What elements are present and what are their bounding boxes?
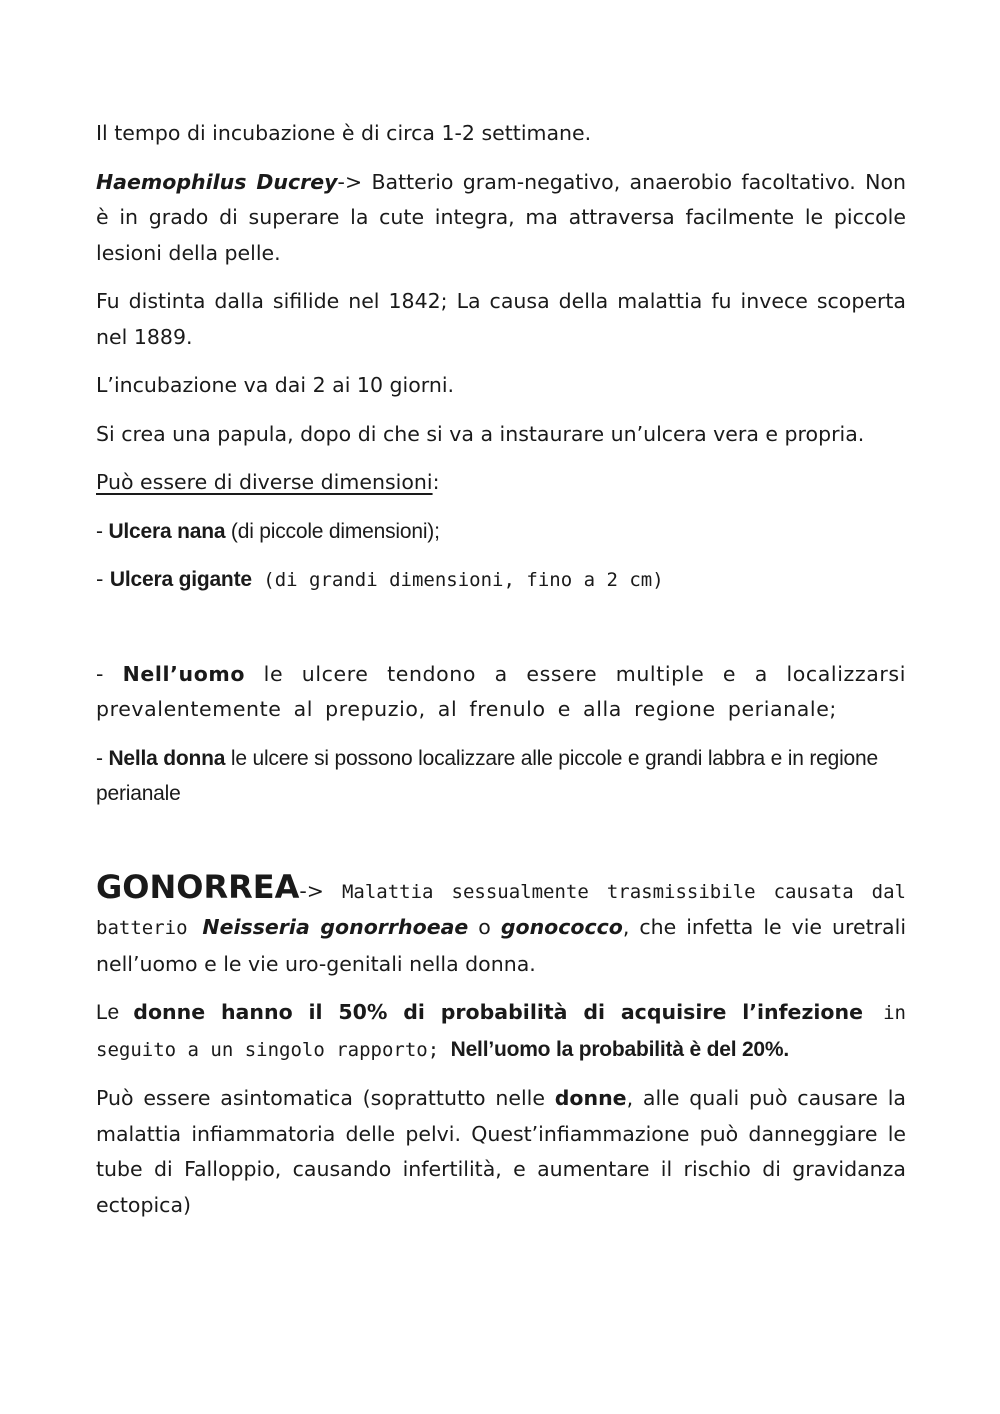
ulcer-dwarf-item bbox=[96, 514, 906, 550]
women-sites-item bbox=[96, 741, 906, 812]
men-sites-item bbox=[96, 657, 906, 728]
dimensions-heading bbox=[96, 465, 906, 501]
arrow: -> bbox=[337, 169, 363, 194]
asymptomatic-paragraph bbox=[96, 1081, 906, 1223]
women-bold: donne bbox=[554, 1086, 627, 1110]
women-probability: donne hanno il 50% di probabilità di acquisire l’infezione bbox=[133, 1000, 863, 1024]
women-label: Nella donna bbox=[108, 746, 226, 770]
ulcer-giant-item bbox=[96, 562, 906, 599]
dash: - bbox=[96, 519, 109, 543]
incubation-paragraph: Il tempo di incubazione è di circa 1-2 settimane. bbox=[96, 121, 592, 145]
ulcer-dwarf-text: (di piccole dimensioni); bbox=[225, 519, 440, 543]
prob-text-1: Le bbox=[96, 1001, 134, 1024]
document-page bbox=[96, 116, 906, 1223]
dash: - bbox=[96, 661, 123, 686]
gonorrea-text-2: o bbox=[468, 915, 501, 939]
ulcer-dwarf-label: Ulcera nana bbox=[108, 519, 226, 543]
ulcer-giant-label: Ulcera gigante bbox=[109, 568, 252, 591]
dash: - bbox=[96, 746, 109, 770]
asym-text-1: Può essere asintomatica (soprattutto nelle bbox=[96, 1086, 555, 1110]
haemophilus-paragraph bbox=[96, 165, 906, 272]
asym-text-2: , alle quali può causare la malattia infiammatoria delle pelvi. Quest’infiammazione può danneggiare le tube di Falloppio, causando infertilità, e aumentare il rischio di gravidanza ectopica) bbox=[96, 1086, 906, 1217]
history-paragraph: Fu distinta dalla sifilide nel 1842; La causa della malattia fu invece scoperta nel 1889. bbox=[96, 289, 906, 349]
prob-text-2: in seguito a un singolo rapporto; bbox=[96, 1002, 906, 1061]
incubation-days-paragraph: L’incubazione va dai 2 ai 10 giorni. bbox=[96, 373, 455, 397]
gonococco-term: gonococco bbox=[500, 915, 623, 939]
gonorrea-title: GONORREA bbox=[96, 867, 300, 906]
women-sites-text: le ulcere si possono localizzare alle piccole e grandi labbra e in regione perianale bbox=[96, 746, 878, 805]
haemophilus-term: Haemophilus Ducrey bbox=[96, 169, 338, 194]
gonorrea-text-3: , che infetta le vie uretrali nell’uomo e le vie uro-genitali nella donna. bbox=[96, 915, 907, 976]
haemophilus-text: Batterio gram-negativo, anaerobio facoltativo. Non è in grado di superare la cute integra, ma attraversa facilmente le piccole lesioni della pelle. bbox=[96, 169, 907, 265]
men-label: Nell’uomo bbox=[122, 661, 246, 686]
gonorrea-paragraph bbox=[96, 867, 907, 983]
men-probability: Nell’uomo la probabilità è del 20%. bbox=[450, 1037, 790, 1061]
papula-paragraph: Si crea una papula, dopo di che si va a instaurare un’ulcera vera e propria. bbox=[96, 421, 865, 446]
gonorrea-text-1: Malattia sessualmente trasmissibile causata dal batterio bbox=[96, 880, 906, 939]
arrow: -> bbox=[299, 878, 324, 903]
dimensions-underlined: Può essere di diverse dimensioni bbox=[96, 470, 433, 494]
probability-paragraph bbox=[96, 995, 906, 1068]
colon: : bbox=[432, 470, 440, 494]
ulcer-giant-text: (di grandi dimensioni, fino a 2 cm) bbox=[251, 569, 664, 591]
neisseria-term: Neisseria gonorrhoeae bbox=[202, 915, 469, 939]
dash: - bbox=[96, 567, 110, 591]
men-sites-text: le ulcere tendono a essere multiple e a localizzarsi prevalentemente al prepuzio, al frenulo e alla regione perianale; bbox=[96, 661, 907, 721]
